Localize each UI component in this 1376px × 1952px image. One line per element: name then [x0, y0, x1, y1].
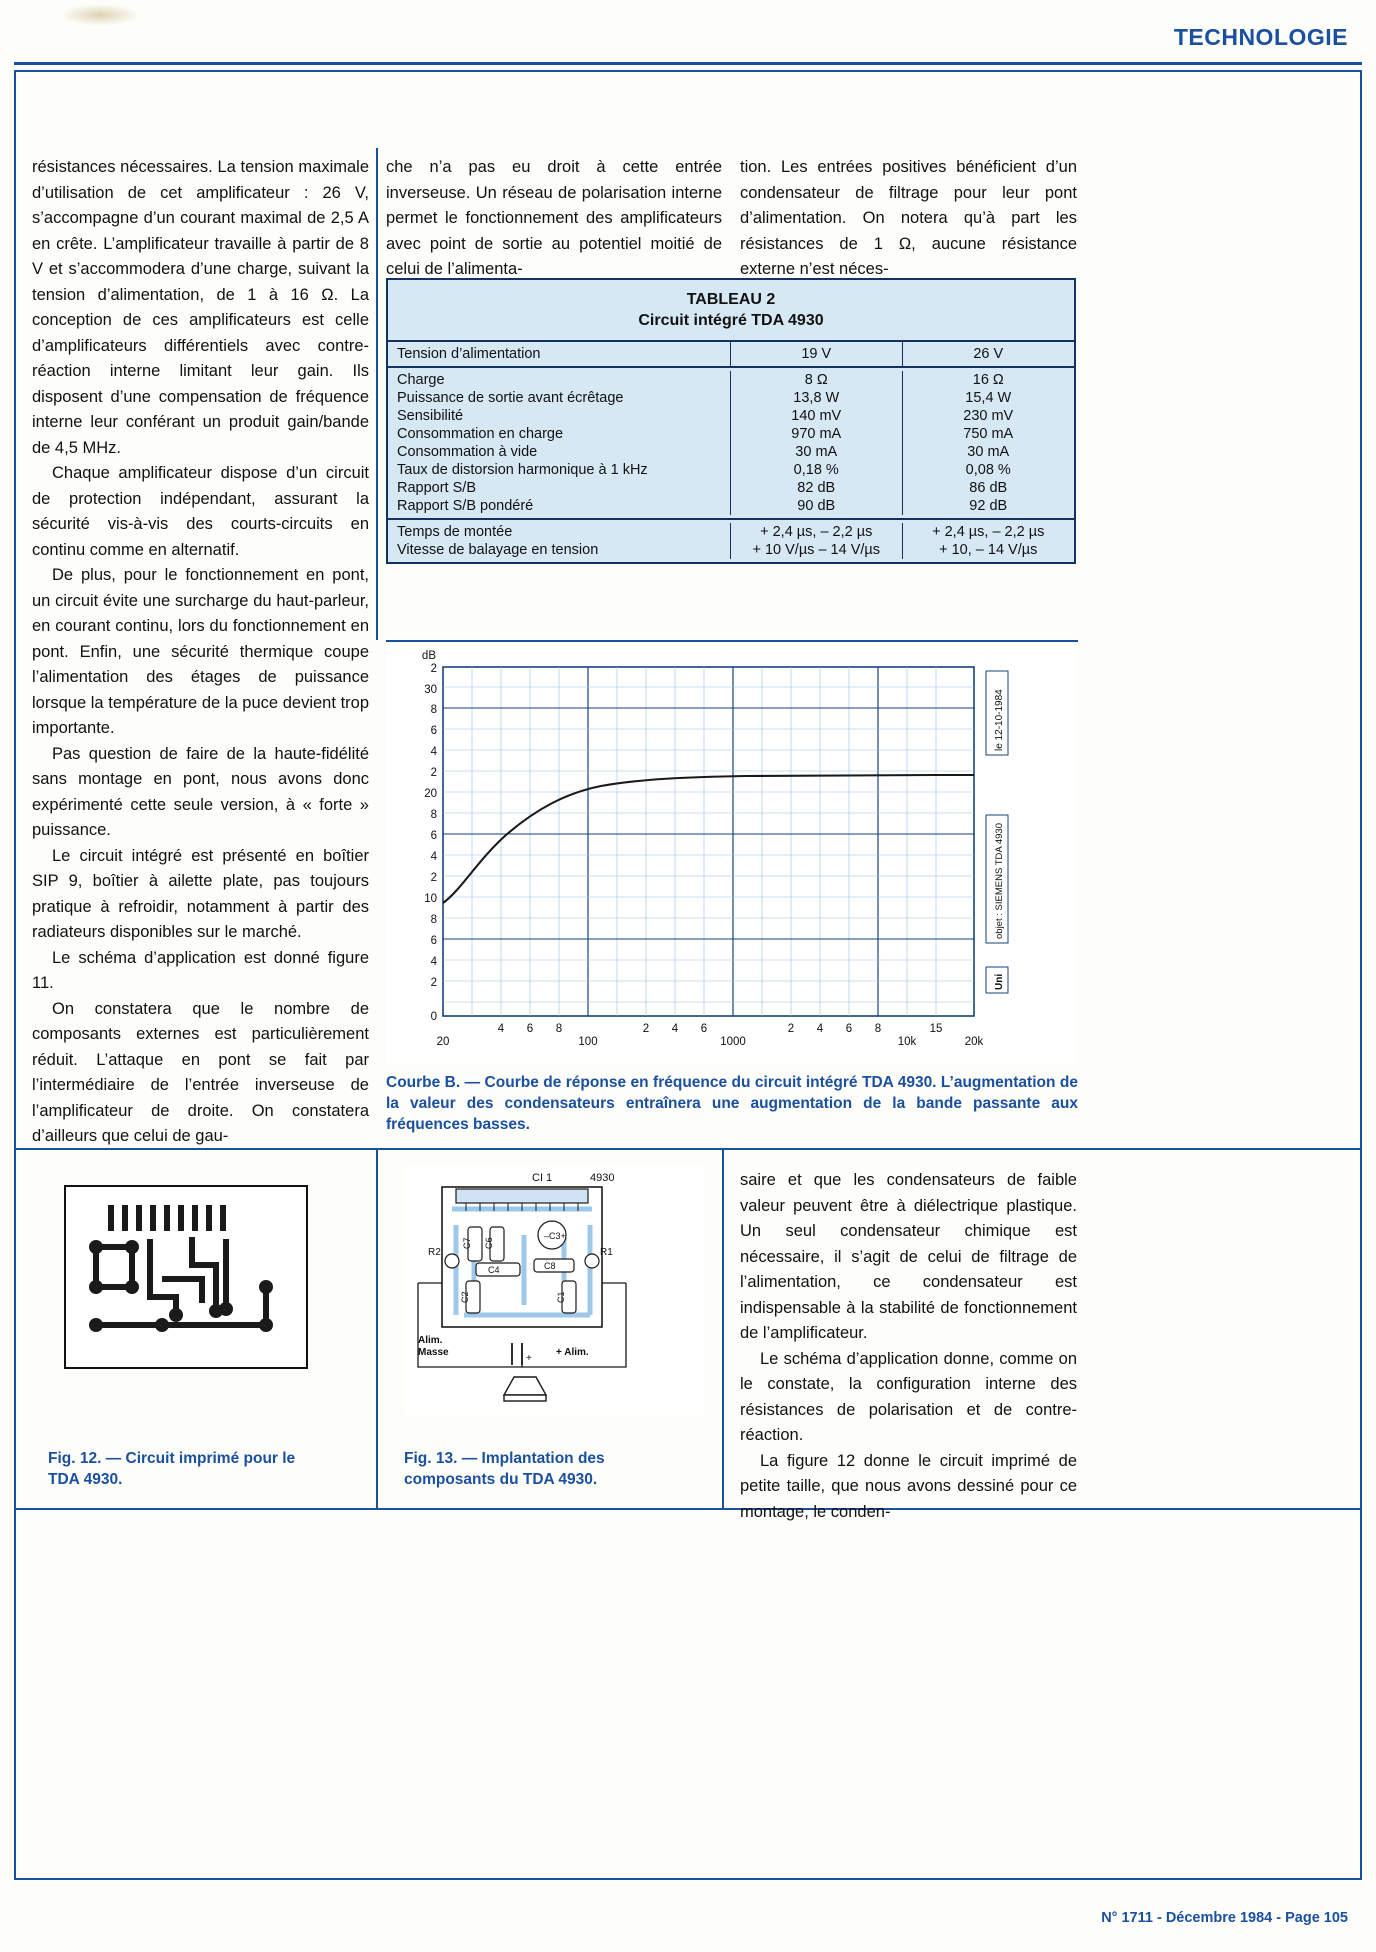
- table-row: [388, 461, 1074, 479]
- svg-text:8: 8: [430, 704, 437, 716]
- table-row: [388, 389, 1074, 407]
- cell-label: Consommation à vide: [388, 443, 731, 461]
- cell-19v: 970 mA: [731, 425, 903, 443]
- label-c8: C8: [544, 1261, 556, 1271]
- cell-26v: 15,4 W: [965, 390, 1012, 406]
- cell-label: Puissance de sortie avant écrêtage: [388, 389, 731, 407]
- frequency-response-chart: [386, 645, 1076, 1065]
- paragraph: La figure 12 donne le circuit imprimé de petite taille, que nous avons dessiné pour ce montage, le conden-: [740, 1451, 1077, 1521]
- svg-text:2: 2: [430, 872, 437, 884]
- cell-19v: 140 mV: [731, 407, 903, 425]
- cell-label: Charge: [388, 371, 731, 389]
- cell-19v: 13,8 W: [731, 389, 903, 407]
- divider-col1-col2: [376, 148, 378, 640]
- cell-label: Temps de montée: [388, 523, 731, 541]
- svg-text:1000: 1000: [720, 1036, 746, 1048]
- text-column-1: [32, 155, 369, 1150]
- cell-19v: 82 dB: [731, 479, 903, 497]
- cell-26v: 86 dB: [969, 480, 1008, 496]
- paragraph: De plus, pour le fonctionnement en pont, un circuit évite une surcharge du haut-parleur, en courant continu, lors du fonctionnement en pont. Enfin, une sécurité thermique coupe l’alimentation des étages de puissance lorsque la température de la puce devient trop importante.: [32, 566, 369, 737]
- table-row: [388, 443, 1074, 461]
- caption-fig-13: Fig. 13. — Implantation des composants du TDA 4930.: [404, 1450, 605, 1488]
- cell-26v: 0,08 %: [965, 462, 1011, 478]
- label-c1: C1: [556, 1291, 566, 1303]
- table-row: [388, 497, 1074, 515]
- table-2-header-row: [388, 342, 1074, 368]
- figure-12-pcb: [64, 1185, 308, 1369]
- caption-fig-12: Fig. 12. — Circuit imprimé pour le TDA 4930.: [48, 1450, 296, 1488]
- text-column-2: [386, 155, 722, 283]
- y-axis-unit: dB: [421, 650, 436, 662]
- svg-text:8: 8: [555, 1023, 563, 1035]
- svg-text:2: 2: [430, 977, 437, 989]
- header-rule: [14, 62, 1362, 65]
- table-row: [388, 541, 1074, 559]
- table-row: [388, 523, 1074, 541]
- paragraph: tion. Les entrées positives bénéficient d’un condensateur de filtrage pour leur pont d’alimentation. On notera qu’à part les résistances de 1 Ω, aucune résistance externe n’est néces-: [740, 158, 1077, 278]
- label-c6: C6: [484, 1237, 494, 1249]
- table-row: [388, 425, 1074, 443]
- divider-vertical-left: [376, 1148, 378, 1508]
- svg-text:6: 6: [430, 935, 437, 947]
- label-c7: C7: [462, 1237, 472, 1249]
- svg-text:0: 0: [430, 1011, 437, 1023]
- cell-19v: 8 Ω: [731, 371, 903, 389]
- cell-26v: 750 mA: [963, 426, 1014, 442]
- cell-19v: + 10 V/µs – 14 V/µs: [731, 541, 903, 559]
- svg-text:objet : SIEMENS TDA 4930: objet : SIEMENS TDA 4930: [994, 823, 1005, 939]
- svg-text:4: 4: [430, 746, 437, 758]
- cell-26v: + 10, – 14 V/µs: [939, 542, 1038, 558]
- paragraph: che n’a pas eu droit à cette entrée inverseuse. Un réseau de polarisation interne permet le fonctionnement des amplificateurs avec point de sortie au potentiel moitié de celui de l’alimenta-: [386, 158, 722, 278]
- table-2-title: [388, 280, 1074, 342]
- svg-text:6: 6: [845, 1023, 853, 1035]
- paragraph: Le circuit intégré est présenté en boîtier SIP 9, boîtier à ailette plate, pas toujours pratique à refroidir, notamment à partir des radiateurs disponibles sur le marché.: [32, 846, 369, 941]
- table-2-title-line1: TABLEAU 2: [686, 291, 776, 308]
- text-column-3: [740, 155, 1077, 283]
- table-2-header-col1: 19 V: [731, 342, 903, 366]
- label-ci1: CI 1: [532, 1172, 553, 1184]
- table-row: [388, 479, 1074, 497]
- svg-text:4: 4: [497, 1023, 505, 1035]
- page-smudge: [60, 4, 140, 26]
- table-2-timing-block: [388, 520, 1074, 562]
- divider-bottom: [16, 1508, 1360, 1510]
- chart-svg: [386, 645, 1076, 1065]
- svg-text:2: 2: [430, 767, 437, 779]
- svg-text:20: 20: [436, 1036, 450, 1048]
- cell-26v: 30 mA: [967, 444, 1010, 460]
- paragraph: Chaque amplificateur dispose d’un circuit de protection indépendant, assurant la sécurité vis-à-vis des courts-circuits en continu comme en alternatif.: [32, 464, 369, 559]
- cell-26v: 230 mV: [963, 408, 1014, 424]
- cell-26v: + 2,4 µs, – 2,2 µs: [932, 524, 1045, 540]
- svg-text:10k: 10k: [897, 1036, 917, 1048]
- paragraph: saire et que les condensateurs de faible valeur peuvent être à diélectrique plastique. Un seul condensateur chimique est nécessaire, il s’agit de celui de filtrage de l’alimentation, ce condensateur est indispensable à la stabilité de fonctionnement de l’amplificateur.: [740, 1171, 1077, 1342]
- label-r1: R1: [600, 1247, 613, 1258]
- cell-label: Rapport S/B: [388, 479, 731, 497]
- cell-label: Sensibilité: [388, 407, 731, 425]
- divider-graph-top: [386, 640, 1078, 642]
- svg-text:8: 8: [430, 809, 437, 821]
- svg-text:20k: 20k: [964, 1036, 984, 1048]
- figure-13-layout: [404, 1165, 704, 1415]
- svg-text:2: 2: [430, 663, 437, 675]
- table-2-body-block: [388, 368, 1074, 520]
- pcb-artwork: [66, 1187, 302, 1363]
- svg-text:4: 4: [430, 851, 437, 863]
- label-polarity: +: [526, 1353, 532, 1364]
- table-2-header-col2: 26 V: [973, 346, 1004, 362]
- table-row: [388, 407, 1074, 425]
- label-c4: C4: [488, 1265, 500, 1275]
- svg-text:6: 6: [700, 1023, 708, 1035]
- paragraph: Le schéma d’application est donné figure 11.: [32, 948, 369, 992]
- cell-label: Consommation en charge: [388, 425, 731, 443]
- cell-label: Rapport S/B pondéré: [388, 497, 731, 515]
- divider-vertical-right: [722, 1148, 724, 1508]
- page-footer: N° 1711 - Décembre 1984 - Page 105: [1101, 1910, 1348, 1926]
- text-column-4: [740, 1168, 1077, 1525]
- paragraph: résistances nécessaires. La tension maximale d’utilisation de cet amplificateur : 26 V, s’accompagne d’un courant maximal de 2,5 A en crête. L’amplificateur travaille à partir de 8 V et s’accommodera d’une charge, suivant la tension d’alimentation, de 1 à 16 Ω. La conception de ces amplificateurs est celle d’amplificateurs différentiels avec contre-réaction interne limitant leur gain. Ils disposent d’une compensation de fréquence interne leur conférant un produit gain/bande de 4,5 MHz.: [32, 158, 369, 457]
- layout-artwork: [404, 1165, 704, 1415]
- table-2-header-label: Tension d’alimentation: [388, 342, 731, 366]
- svg-text:2: 2: [642, 1023, 650, 1035]
- label-r2: R2: [428, 1247, 441, 1258]
- page-header-section: TECHNOLOGIE: [1173, 24, 1348, 50]
- svg-text:le 12-10-1984: le 12-10-1984: [994, 689, 1005, 751]
- cell-label: Vitesse de balayage en tension: [388, 541, 731, 559]
- svg-text:2: 2: [787, 1023, 795, 1035]
- caption-courbe-b: Courbe B. — Courbe de réponse en fréquence du circuit intégré TDA 4930. L’augmentation de la valeur des condensateurs entraînera une augmentation de la bande passante aux fréquences basses.: [386, 1074, 1078, 1133]
- label-plus-alim: + Alim.: [556, 1347, 589, 1358]
- cell-19v: + 2,4 µs, – 2,2 µs: [731, 523, 903, 541]
- table-2: [386, 278, 1076, 564]
- svg-text:4: 4: [430, 956, 437, 968]
- svg-text:6: 6: [430, 725, 437, 737]
- paragraph: Le schéma d’application donne, comme on le constate, la configuration interne des résistances de polarisation et de contre-réaction.: [740, 1349, 1077, 1444]
- label-masse: Masse: [418, 1347, 449, 1358]
- svg-text:8: 8: [430, 914, 437, 926]
- table-row: [388, 371, 1074, 389]
- label-4930: 4930: [590, 1172, 615, 1184]
- svg-text:4: 4: [816, 1023, 824, 1035]
- cell-19v: 30 mA: [731, 443, 903, 461]
- paragraph: Pas question de faire de la haute-fidélité sans montage en pont, nous avons donc expérimenté cette seule version, à « forte » puissance.: [32, 744, 369, 839]
- cell-26v: 92 dB: [969, 498, 1008, 514]
- svg-text:15: 15: [929, 1023, 943, 1035]
- svg-text:10: 10: [424, 893, 437, 905]
- svg-text:6: 6: [526, 1023, 534, 1035]
- cell-19v: 0,18 %: [731, 461, 903, 479]
- svg-text:100: 100: [578, 1036, 598, 1048]
- svg-text:8: 8: [874, 1023, 882, 1035]
- svg-text:Uni: Uni: [994, 973, 1005, 990]
- cell-26v: 16 Ω: [972, 372, 1004, 388]
- svg-text:6: 6: [430, 830, 437, 842]
- label-c2: C2: [460, 1291, 470, 1303]
- svg-text:4: 4: [671, 1023, 679, 1035]
- svg-text:30: 30: [424, 684, 437, 696]
- cell-19v: 90 dB: [731, 497, 903, 515]
- paragraph: On constatera que le nombre de composants externes est particulièrement réduit. L’attaque en pont se fait par l’intermédiaire de l’entrée inverseuse de l’amplificateur de droite. On constatera d’ailleurs que celui de gau-: [32, 999, 369, 1145]
- label-alim: Alim.: [418, 1335, 443, 1346]
- label-c3: –C3+: [544, 1231, 566, 1241]
- table-2-title-line2: Circuit intégré TDA 4930: [638, 312, 824, 329]
- cell-label: Taux de distorsion harmonique à 1 kHz: [388, 461, 731, 479]
- svg-text:20: 20: [424, 788, 437, 800]
